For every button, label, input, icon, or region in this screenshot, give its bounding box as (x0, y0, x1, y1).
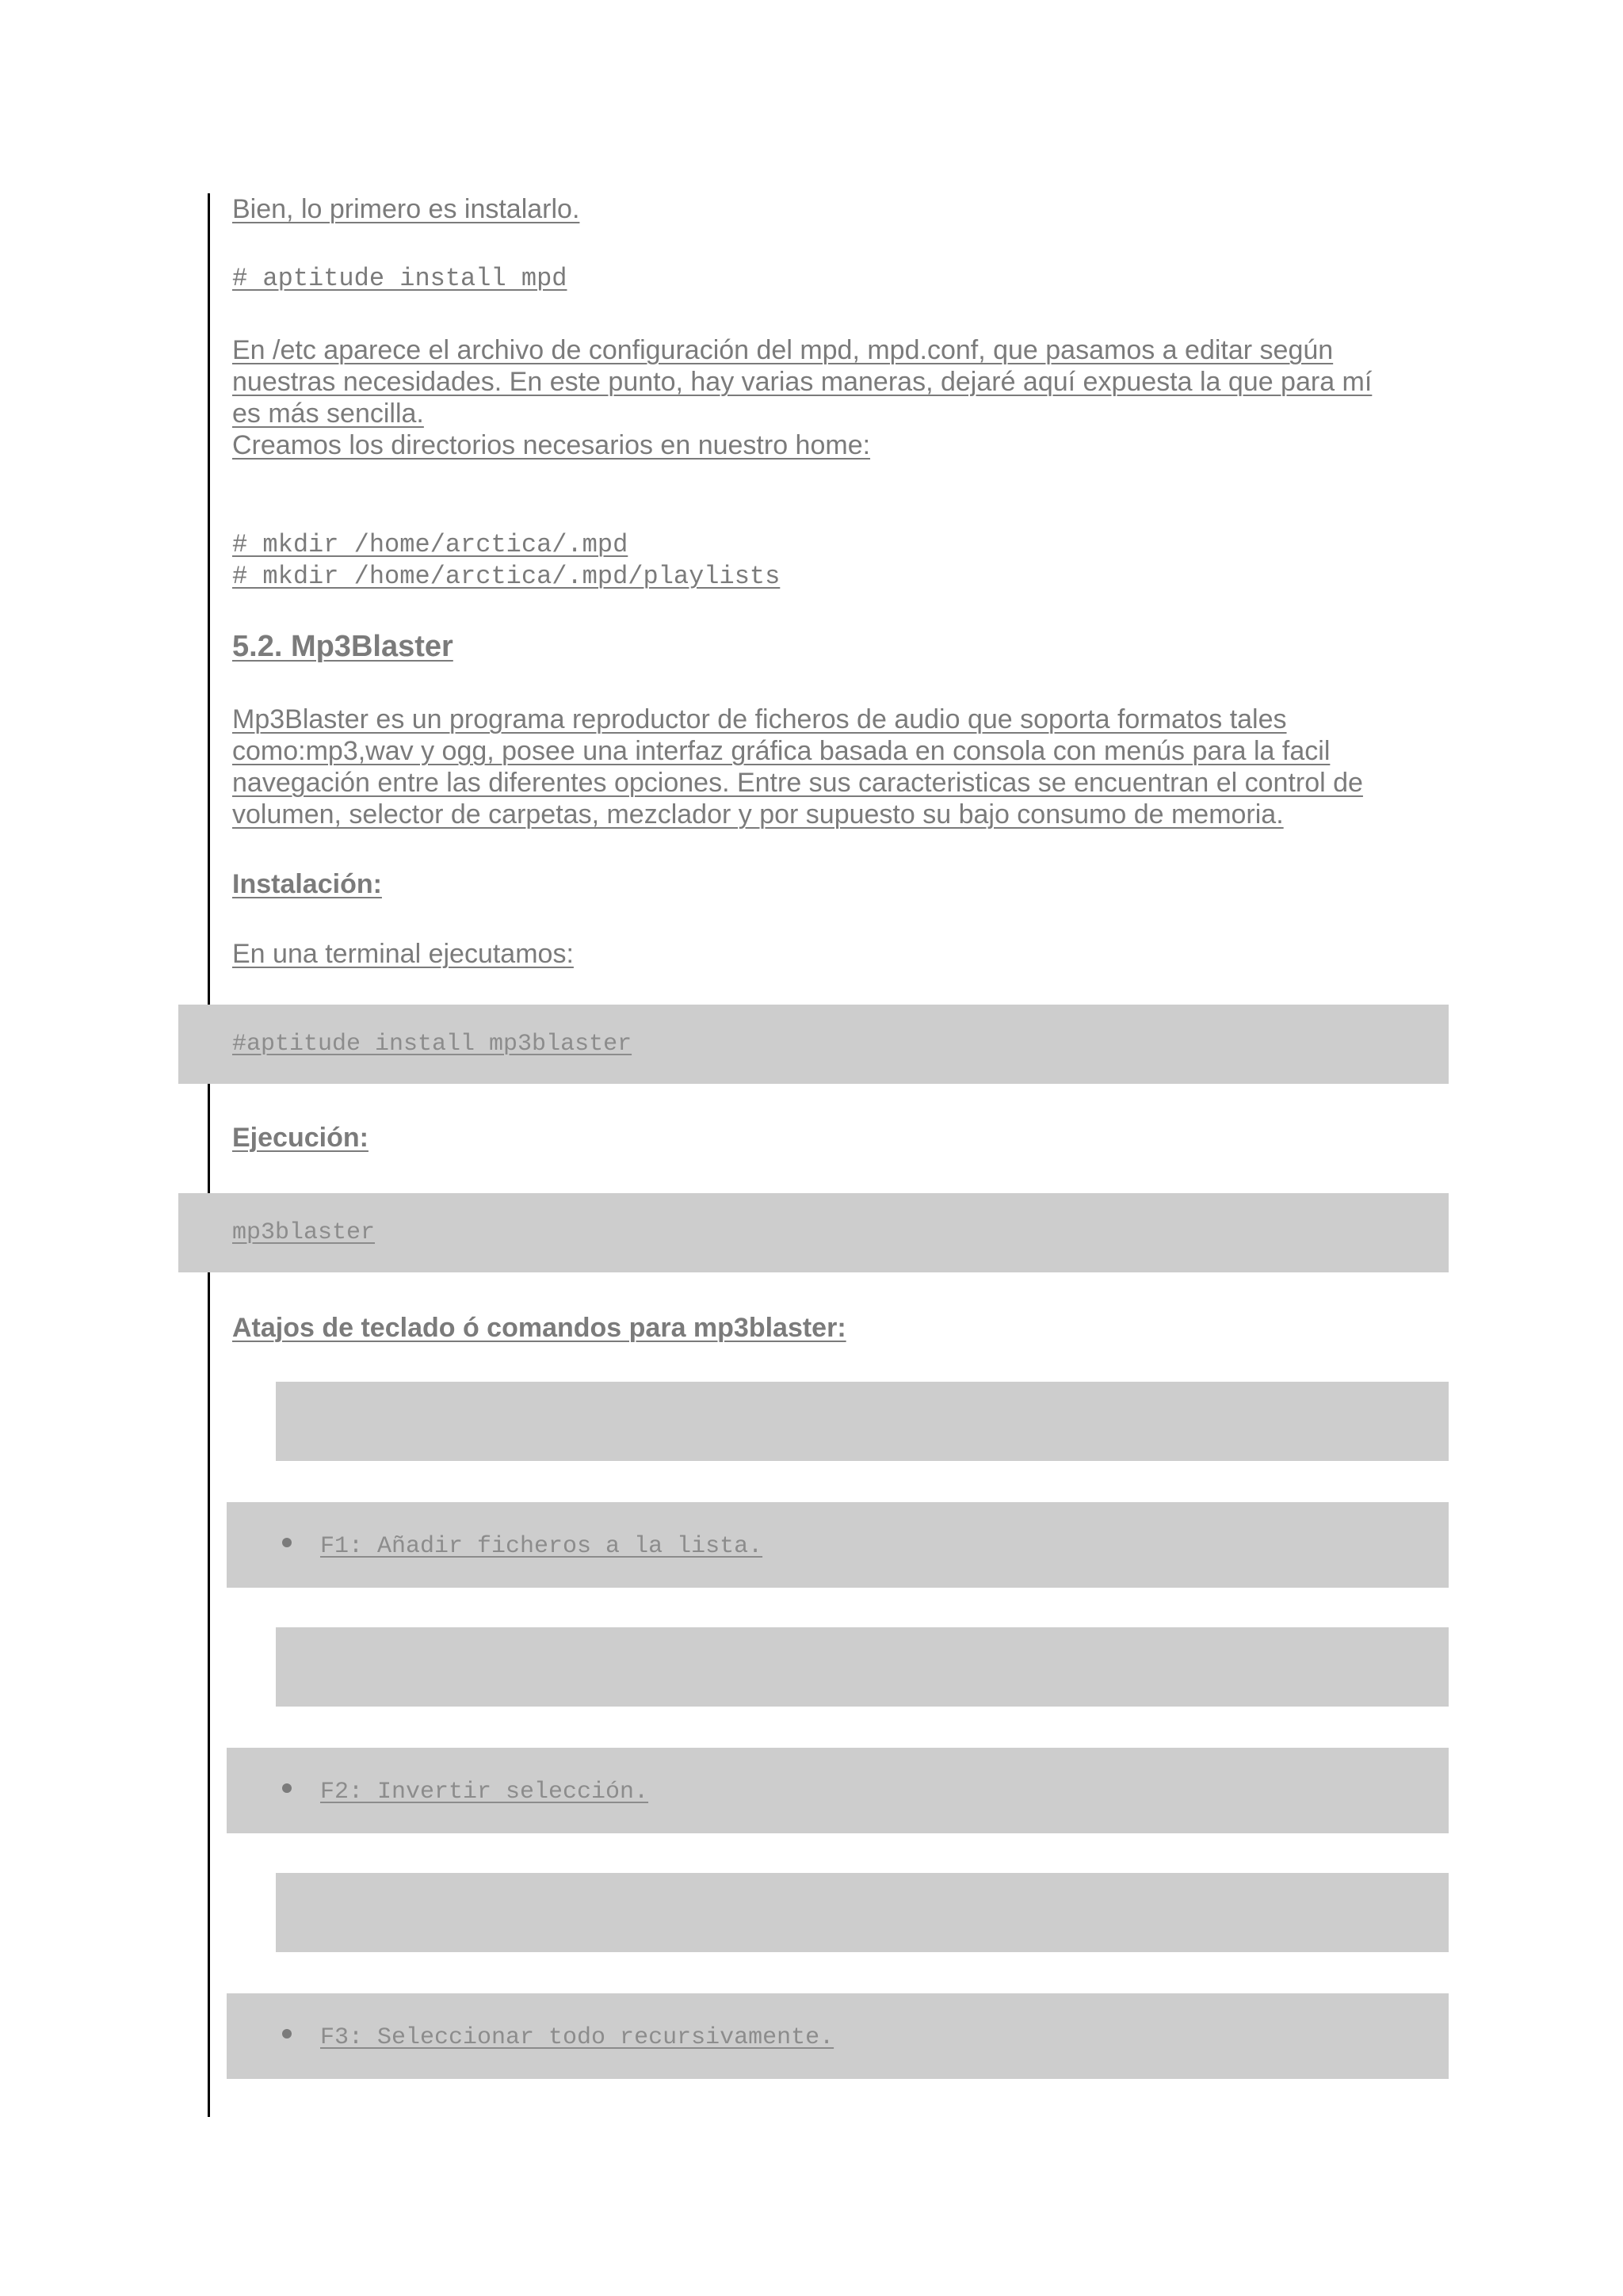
code-install-mpd: # aptitude install mpd (232, 264, 567, 293)
shortcuts-heading: Atajos de teclado ó comandos para mp3blaster: (232, 1313, 846, 1343)
code-run-mp3blaster: mp3blaster (232, 1219, 376, 1246)
empty-code-block (276, 1382, 1449, 1461)
dirs-intro-text: Creamos los directorios necesarios en nuestro home: (232, 430, 871, 460)
list-item (282, 1776, 648, 1808)
exec-heading: Ejecución: (232, 1123, 369, 1153)
code-install-mp3blaster: #aptitude install mp3blaster (232, 1031, 632, 1058)
list-item (282, 2022, 834, 2054)
mp3blaster-paragraph-line-1: Mp3Blaster es un programa reproductor de ficheros de audio que soporta formatos tales (232, 704, 1287, 734)
intro-text: Bien, lo primero es instalarlo. (232, 194, 580, 224)
left-margin-rule (208, 193, 210, 2117)
mp3blaster-paragraph-line-3: navegación entre las diferentes opciones. Entre sus caracteristicas se encuentran el control de (232, 768, 1363, 798)
bullet-icon (282, 1538, 292, 1547)
bullet-icon (282, 1783, 292, 1793)
empty-code-block (276, 1627, 1449, 1707)
empty-code-block (276, 1873, 1449, 1952)
config-paragraph-line-1: En /etc aparece el archivo de configuración del mpd, mpd.conf, que pasamos a editar según (232, 335, 1334, 365)
mp3blaster-paragraph-line-2: como:mp3,wav y ogg, posee una interfaz gráfica basada en consola con menús para la facil (232, 736, 1331, 766)
shortcut-f2-text: F2: Invertir selección. (320, 1779, 649, 1806)
section-heading: 5.2. Mp3Blaster (232, 630, 453, 663)
shortcut-f3-text: F3: Seleccionar todo recursivamente. (320, 2024, 834, 2051)
config-paragraph-line-2: nuestras necesidades. En este punto, hay varias maneras, dejaré aquí expuesta la que para mí (232, 367, 1373, 397)
bullet-icon (282, 2029, 292, 2039)
mp3blaster-paragraph-line-4: volumen, selector de carpetas, mezclador y por supuesto su bajo consumo de memoria. (232, 799, 1284, 830)
list-item (282, 1531, 762, 1562)
code-mkdir-2: # mkdir /home/arctica/.mpd/playlists (232, 562, 781, 591)
install-heading: Instalación: (232, 869, 382, 899)
code-mkdir-1: # mkdir /home/arctica/.mpd (232, 530, 628, 559)
config-paragraph-line-3: es más sencilla. (232, 399, 424, 429)
terminal-intro-text: En una terminal ejecutamos: (232, 939, 574, 969)
shortcut-f1-text: F1: Añadir ficheros a la lista. (320, 1533, 763, 1560)
